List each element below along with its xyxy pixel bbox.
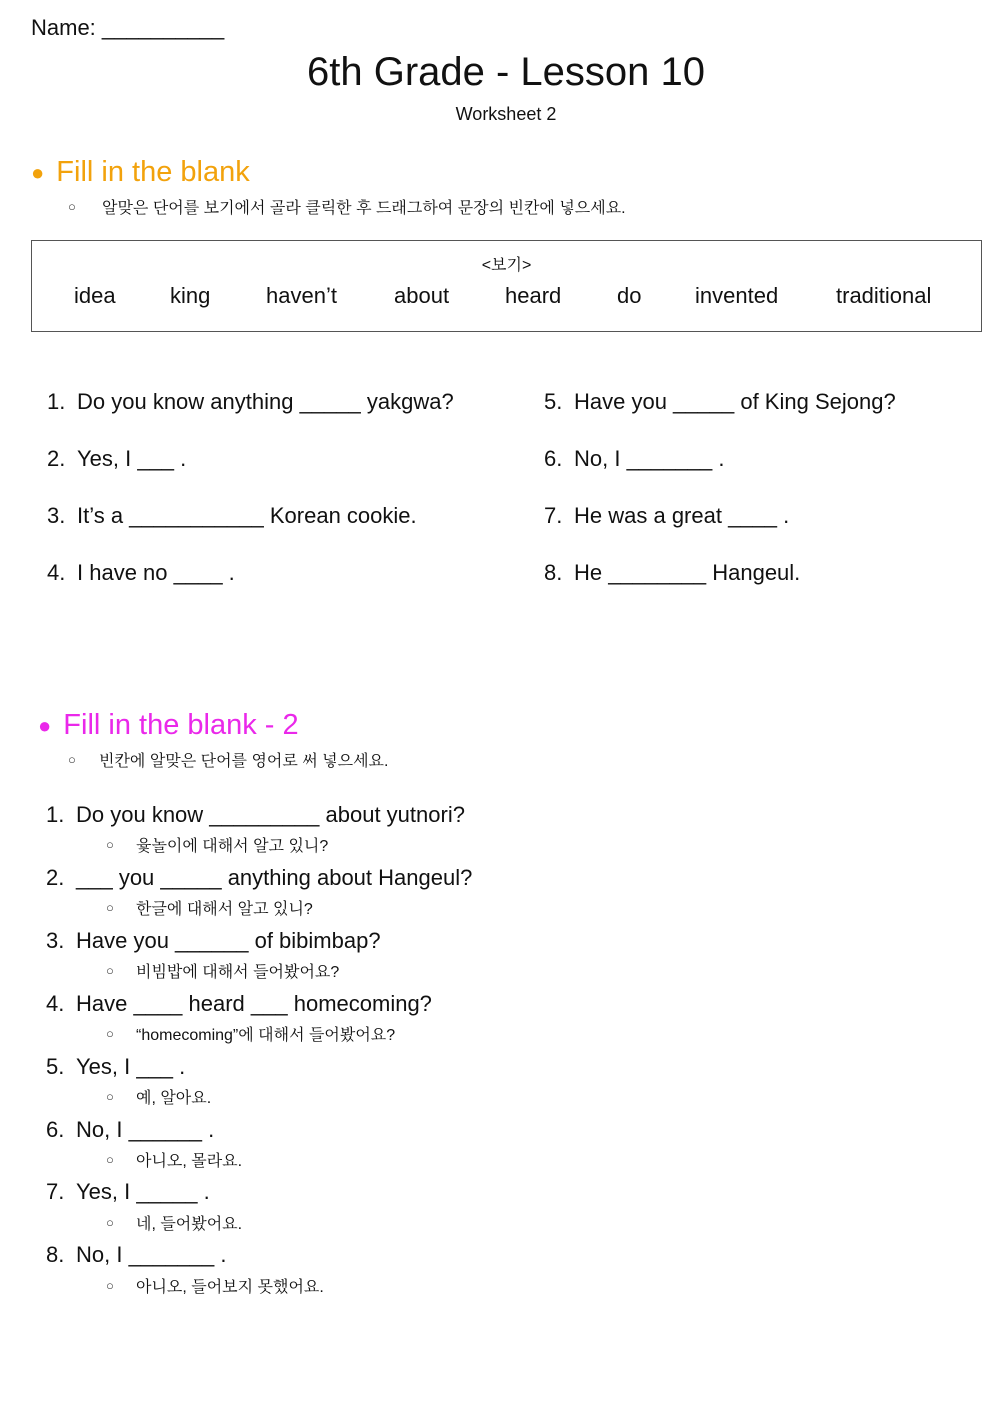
question-row[interactable] xyxy=(46,991,432,1017)
question-text: Have ____ heard ___ homecoming? xyxy=(76,991,432,1016)
question-text: Have you _____ of King Sejong? xyxy=(574,389,896,414)
question-row[interactable] xyxy=(544,389,896,415)
question-text: Yes, I ___ . xyxy=(76,1054,186,1079)
hollow-bullet-icon: ○ xyxy=(68,199,76,214)
hollow-bullet-icon: ○ xyxy=(106,1215,114,1230)
question-number: 1. xyxy=(47,389,66,414)
section1-instruction-row xyxy=(68,195,626,218)
question-row[interactable] xyxy=(46,928,381,954)
question-text: No, I ______ . xyxy=(76,1117,215,1142)
question-number: 1. xyxy=(46,802,65,827)
word-bank-item[interactable]: do xyxy=(617,283,642,308)
question-hint-row xyxy=(106,833,328,856)
question-hint: 예, 알아요. xyxy=(136,1090,212,1107)
question-number: 4. xyxy=(46,991,65,1016)
question-number: 8. xyxy=(46,1242,65,1267)
bullet-icon: ● xyxy=(38,712,52,738)
question-text: He ________ Hangeul. xyxy=(574,560,801,585)
question-text: It’s a ___________ Korean cookie. xyxy=(77,503,417,528)
question-row[interactable] xyxy=(46,1054,185,1080)
question-text: Do you know anything _____ yakgwa? xyxy=(77,389,454,414)
question-text: Yes, I ___ . xyxy=(77,446,187,471)
question-row[interactable] xyxy=(46,802,465,828)
question-row[interactable] xyxy=(46,1117,214,1143)
section2-instruction-row xyxy=(68,748,388,771)
question-row[interactable] xyxy=(47,389,454,415)
word-bank-item[interactable]: about xyxy=(394,283,450,308)
name-field-label: Name: __________ xyxy=(31,15,225,40)
section2-heading-row xyxy=(38,709,299,742)
question-number: 2. xyxy=(46,865,65,890)
question-text: ___ you _____ anything about Hangeul? xyxy=(76,865,473,890)
question-hint-row xyxy=(106,1085,211,1108)
question-hint-row xyxy=(106,1274,324,1297)
hollow-bullet-icon: ○ xyxy=(106,963,114,978)
hollow-bullet-icon: ○ xyxy=(106,1278,114,1293)
question-text: Yes, I _____ . xyxy=(76,1179,210,1204)
question-number: 7. xyxy=(46,1179,65,1204)
hollow-bullet-icon: ○ xyxy=(106,1026,114,1041)
page-subtitle: Worksheet 2 xyxy=(455,104,557,124)
question-number: 3. xyxy=(46,928,65,953)
question-hint-row xyxy=(106,896,313,919)
question-hint-row xyxy=(106,1148,242,1171)
question-row[interactable] xyxy=(47,560,235,586)
question-hint: “homecoming”에 대해서 들어봤어요? xyxy=(136,1027,396,1044)
question-number: 7. xyxy=(544,503,563,528)
word-bank xyxy=(31,240,982,332)
question-number: 2. xyxy=(47,446,66,471)
word-bank-item[interactable]: heard xyxy=(505,283,562,308)
question-text: Have you ______ of bibimbap? xyxy=(76,928,381,953)
section1-heading-row xyxy=(31,156,250,189)
question-hint: 아니오, 몰라요. xyxy=(136,1153,243,1170)
question-hint: 윷놀이에 대해서 알고 있니? xyxy=(136,838,329,855)
question-number: 5. xyxy=(544,389,563,414)
question-row[interactable] xyxy=(46,865,472,891)
question-text: I have no ____ . xyxy=(77,560,235,585)
question-row[interactable] xyxy=(47,503,417,529)
question-text: No, I _______ . xyxy=(76,1242,227,1267)
question-number: 6. xyxy=(544,446,563,471)
question-row[interactable] xyxy=(544,503,789,529)
question-number: 6. xyxy=(46,1117,65,1142)
bullet-icon: ● xyxy=(31,159,45,185)
hollow-bullet-icon: ○ xyxy=(106,900,114,915)
question-number: 3. xyxy=(47,503,66,528)
hollow-bullet-icon: ○ xyxy=(106,1152,114,1167)
question-hint-row xyxy=(106,1022,395,1045)
question-text: He was a great ____ . xyxy=(574,503,790,528)
question-row[interactable] xyxy=(544,560,800,586)
question-number: 5. xyxy=(46,1054,65,1079)
hollow-bullet-icon: ○ xyxy=(106,837,114,852)
word-bank-item[interactable]: idea xyxy=(74,283,116,308)
question-row[interactable] xyxy=(544,446,724,472)
question-row[interactable] xyxy=(46,1242,226,1268)
question-hint-row xyxy=(106,959,339,982)
question-row[interactable] xyxy=(47,446,186,472)
hollow-bullet-icon: ○ xyxy=(106,1089,114,1104)
question-hint: 한글에 대해서 알고 있니? xyxy=(136,901,313,918)
question-row[interactable] xyxy=(46,1179,210,1205)
question-hint: 네, 들어봤어요. xyxy=(136,1216,243,1233)
question-hint-row xyxy=(106,1211,242,1234)
word-bank-label: <보기> xyxy=(481,257,532,274)
word-bank-item[interactable]: traditional xyxy=(836,283,932,308)
question-hint: 비빔밥에 대해서 들어봤어요? xyxy=(136,964,340,981)
question-text: Do you know _________ about yutnori? xyxy=(76,802,465,827)
word-bank-item[interactable]: king xyxy=(170,283,211,308)
question-number: 8. xyxy=(544,560,563,585)
question-number: 4. xyxy=(47,560,66,585)
page-title: 6th Grade - Lesson 10 xyxy=(306,50,706,94)
question-text: No, I _______ . xyxy=(574,446,725,471)
word-bank-item[interactable]: haven’t xyxy=(266,283,337,308)
section2-instruction: 빈칸에 알맞은 단어를 영어로 써 넣으세요. xyxy=(99,753,389,770)
question-hint: 아니오, 들어보지 못했어요. xyxy=(136,1279,324,1296)
section1-heading: Fill in the blank xyxy=(56,156,250,188)
section2-heading: Fill in the blank - 2 xyxy=(63,709,299,741)
section1-instruction: 알맞은 단어를 보기에서 골라 클릭한 후 드래그하여 문장의 빈칸에 넣으세요. xyxy=(102,200,626,217)
word-bank-item[interactable]: invented xyxy=(695,283,779,308)
hollow-bullet-icon: ○ xyxy=(68,752,76,767)
